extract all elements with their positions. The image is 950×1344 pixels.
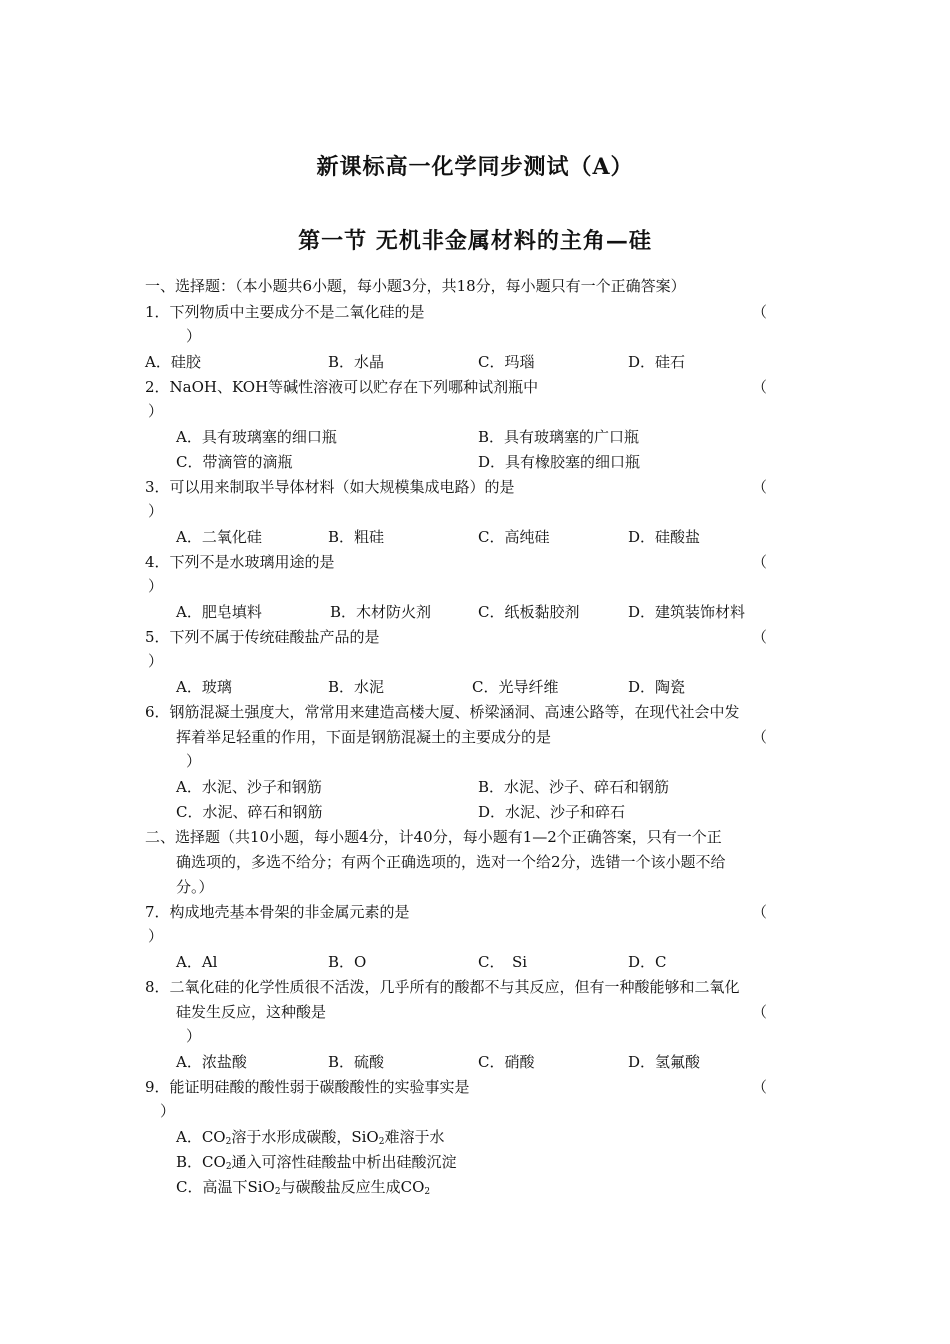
- question-8-stem-cont: 硅发生反应，这种酸是: [176, 1003, 327, 1021]
- question-9-stem: 9．能证明硅酸的酸性弱于碳酸酸性的实验事实是: [145, 1078, 470, 1096]
- answer-paren-open: （: [752, 478, 768, 496]
- section2-heading-cont: 确选项的，多选不给分；有两个正确选项的，选对一个给2分，选错一个该小题不给: [176, 853, 726, 871]
- q1-option-b: B．水晶: [328, 353, 385, 371]
- q4-option-b: B．木材防火剂: [330, 603, 432, 621]
- q2-option-c: C．带滴管的滴瓶: [176, 453, 293, 471]
- q9-option-c: C．高温下SiO$_2$与碳酸盐反应生成$CO_2$: [176, 1178, 431, 1197]
- q8-option-a: A．浓盐酸: [176, 1053, 247, 1071]
- q2-option-a: A．具有玻璃塞的细口瓶: [176, 428, 337, 446]
- section1-heading: 一、选择题：（本小题共6小题，每小题3分，共18分，每小题只有一个正确答案）: [145, 277, 686, 295]
- question-8-stem: 8．二氧化硅的化学性质很不活泼，几乎所有的酸都不与其反应，但有一种酸能够和二氧化: [145, 978, 740, 996]
- answer-paren-open: （: [752, 903, 768, 921]
- answer-paren-close: ）: [160, 1102, 176, 1120]
- q9-option-a: A．$CO_2$溶于水形成碳酸，SiO$_2$难溶于水: [176, 1128, 445, 1147]
- q6-option-c: C．水泥、碎石和钢筋: [176, 803, 323, 821]
- q3-option-a: A．二氧化硅: [176, 528, 262, 546]
- q5-option-d: D．陶瓷: [628, 678, 686, 696]
- answer-paren-close: ）: [148, 502, 164, 520]
- answer-paren-close: ）: [148, 402, 164, 420]
- q7-option-d: D．C: [628, 953, 667, 971]
- q7-option-c: C． Si: [478, 953, 528, 971]
- section2-heading: 二、选择题（共10小题，每小题4分，计40分，每小题有1—2个正确答案，只有一个正: [145, 828, 722, 846]
- section2-heading-cont: 分。）: [176, 878, 214, 896]
- q3-option-c: C．高纯硅: [478, 528, 550, 546]
- question-7-stem: 7．构成地壳基本骨架的非金属元素的是: [145, 903, 410, 921]
- question-6-stem: 6．钢筋混凝土强度大，常常用来建造高楼大厦、桥梁涵洞、高速公路等，在现代社会中发: [145, 703, 740, 721]
- q8-option-c: C．硝酸: [478, 1053, 535, 1071]
- q3-option-b: B．粗硅: [328, 528, 385, 546]
- answer-paren-open: （: [752, 553, 768, 571]
- section-title: 第一节 无机非金属材料的主角—硅: [298, 228, 652, 254]
- q8-option-d: D．氢氟酸: [628, 1053, 701, 1071]
- q7-option-b: B．O: [328, 953, 367, 971]
- answer-paren-open: （: [752, 728, 768, 746]
- answer-paren-open: （: [752, 1003, 768, 1021]
- q2-option-b: B．具有玻璃塞的广口瓶: [478, 428, 640, 446]
- answer-paren-open: （: [752, 628, 768, 646]
- answer-paren-close: ）: [148, 577, 164, 595]
- answer-paren-close: ）: [186, 752, 202, 770]
- question-4-stem: 4．下列不是水玻璃用途的是: [145, 553, 335, 571]
- q1-option-a: A．硅胶: [145, 353, 201, 371]
- q6-option-a: A．水泥、沙子和钢筋: [176, 778, 322, 796]
- q1-option-c: C．玛瑙: [478, 353, 535, 371]
- q6-option-d: D．水泥、沙子和碎石: [478, 803, 626, 821]
- answer-paren-close: ）: [186, 1027, 202, 1045]
- q7-option-a: A．Al: [176, 953, 218, 971]
- answer-paren-open: （: [752, 1078, 768, 1096]
- answer-paren-open: （: [752, 303, 768, 321]
- question-6-stem-cont: 挥着举足轻重的作用，下面是钢筋混凝土的主要成分的是: [176, 728, 552, 746]
- page-title: 新课标高一化学同步测试（A）: [316, 154, 634, 180]
- question-5-stem: 5．下列不属于传统硅酸盐产品的是: [145, 628, 380, 646]
- q4-option-c: C．纸板黏胶剂: [478, 603, 580, 621]
- q4-option-d: D．建筑装饰材料: [628, 603, 746, 621]
- q2-option-d: D．具有橡胶塞的细口瓶: [478, 453, 641, 471]
- q5-option-c: C．光导纤维: [472, 678, 559, 696]
- q1-option-d: D．硅石: [628, 353, 686, 371]
- q3-option-d: D．硅酸盐: [628, 528, 701, 546]
- question-3-stem: 3．可以用来制取半导体材料（如大规模集成电路）的是: [145, 478, 515, 496]
- answer-paren-open: （: [752, 378, 768, 396]
- answer-paren-close: ）: [148, 652, 164, 670]
- q5-option-a: A．玻璃: [176, 678, 232, 696]
- question-1-stem: 1．下列物质中主要成分不是二氧化硅的是: [145, 303, 425, 321]
- q6-option-b: B．水泥、沙子、碎石和钢筋: [478, 778, 670, 796]
- q8-option-b: B．硫酸: [328, 1053, 385, 1071]
- q9-option-b: B．$CO_2$通入可溶性硅酸盐中析出硅酸沉淀: [176, 1153, 457, 1172]
- answer-paren-close: ）: [148, 927, 164, 945]
- q4-option-a: A．肥皂填料: [176, 603, 262, 621]
- question-2-stem: 2．NaOH、KOH等碱性溶液可以贮存在下列哪种试剂瓶中: [145, 378, 539, 396]
- q5-option-b: B．水泥: [328, 678, 385, 696]
- answer-paren-close: ）: [186, 327, 202, 345]
